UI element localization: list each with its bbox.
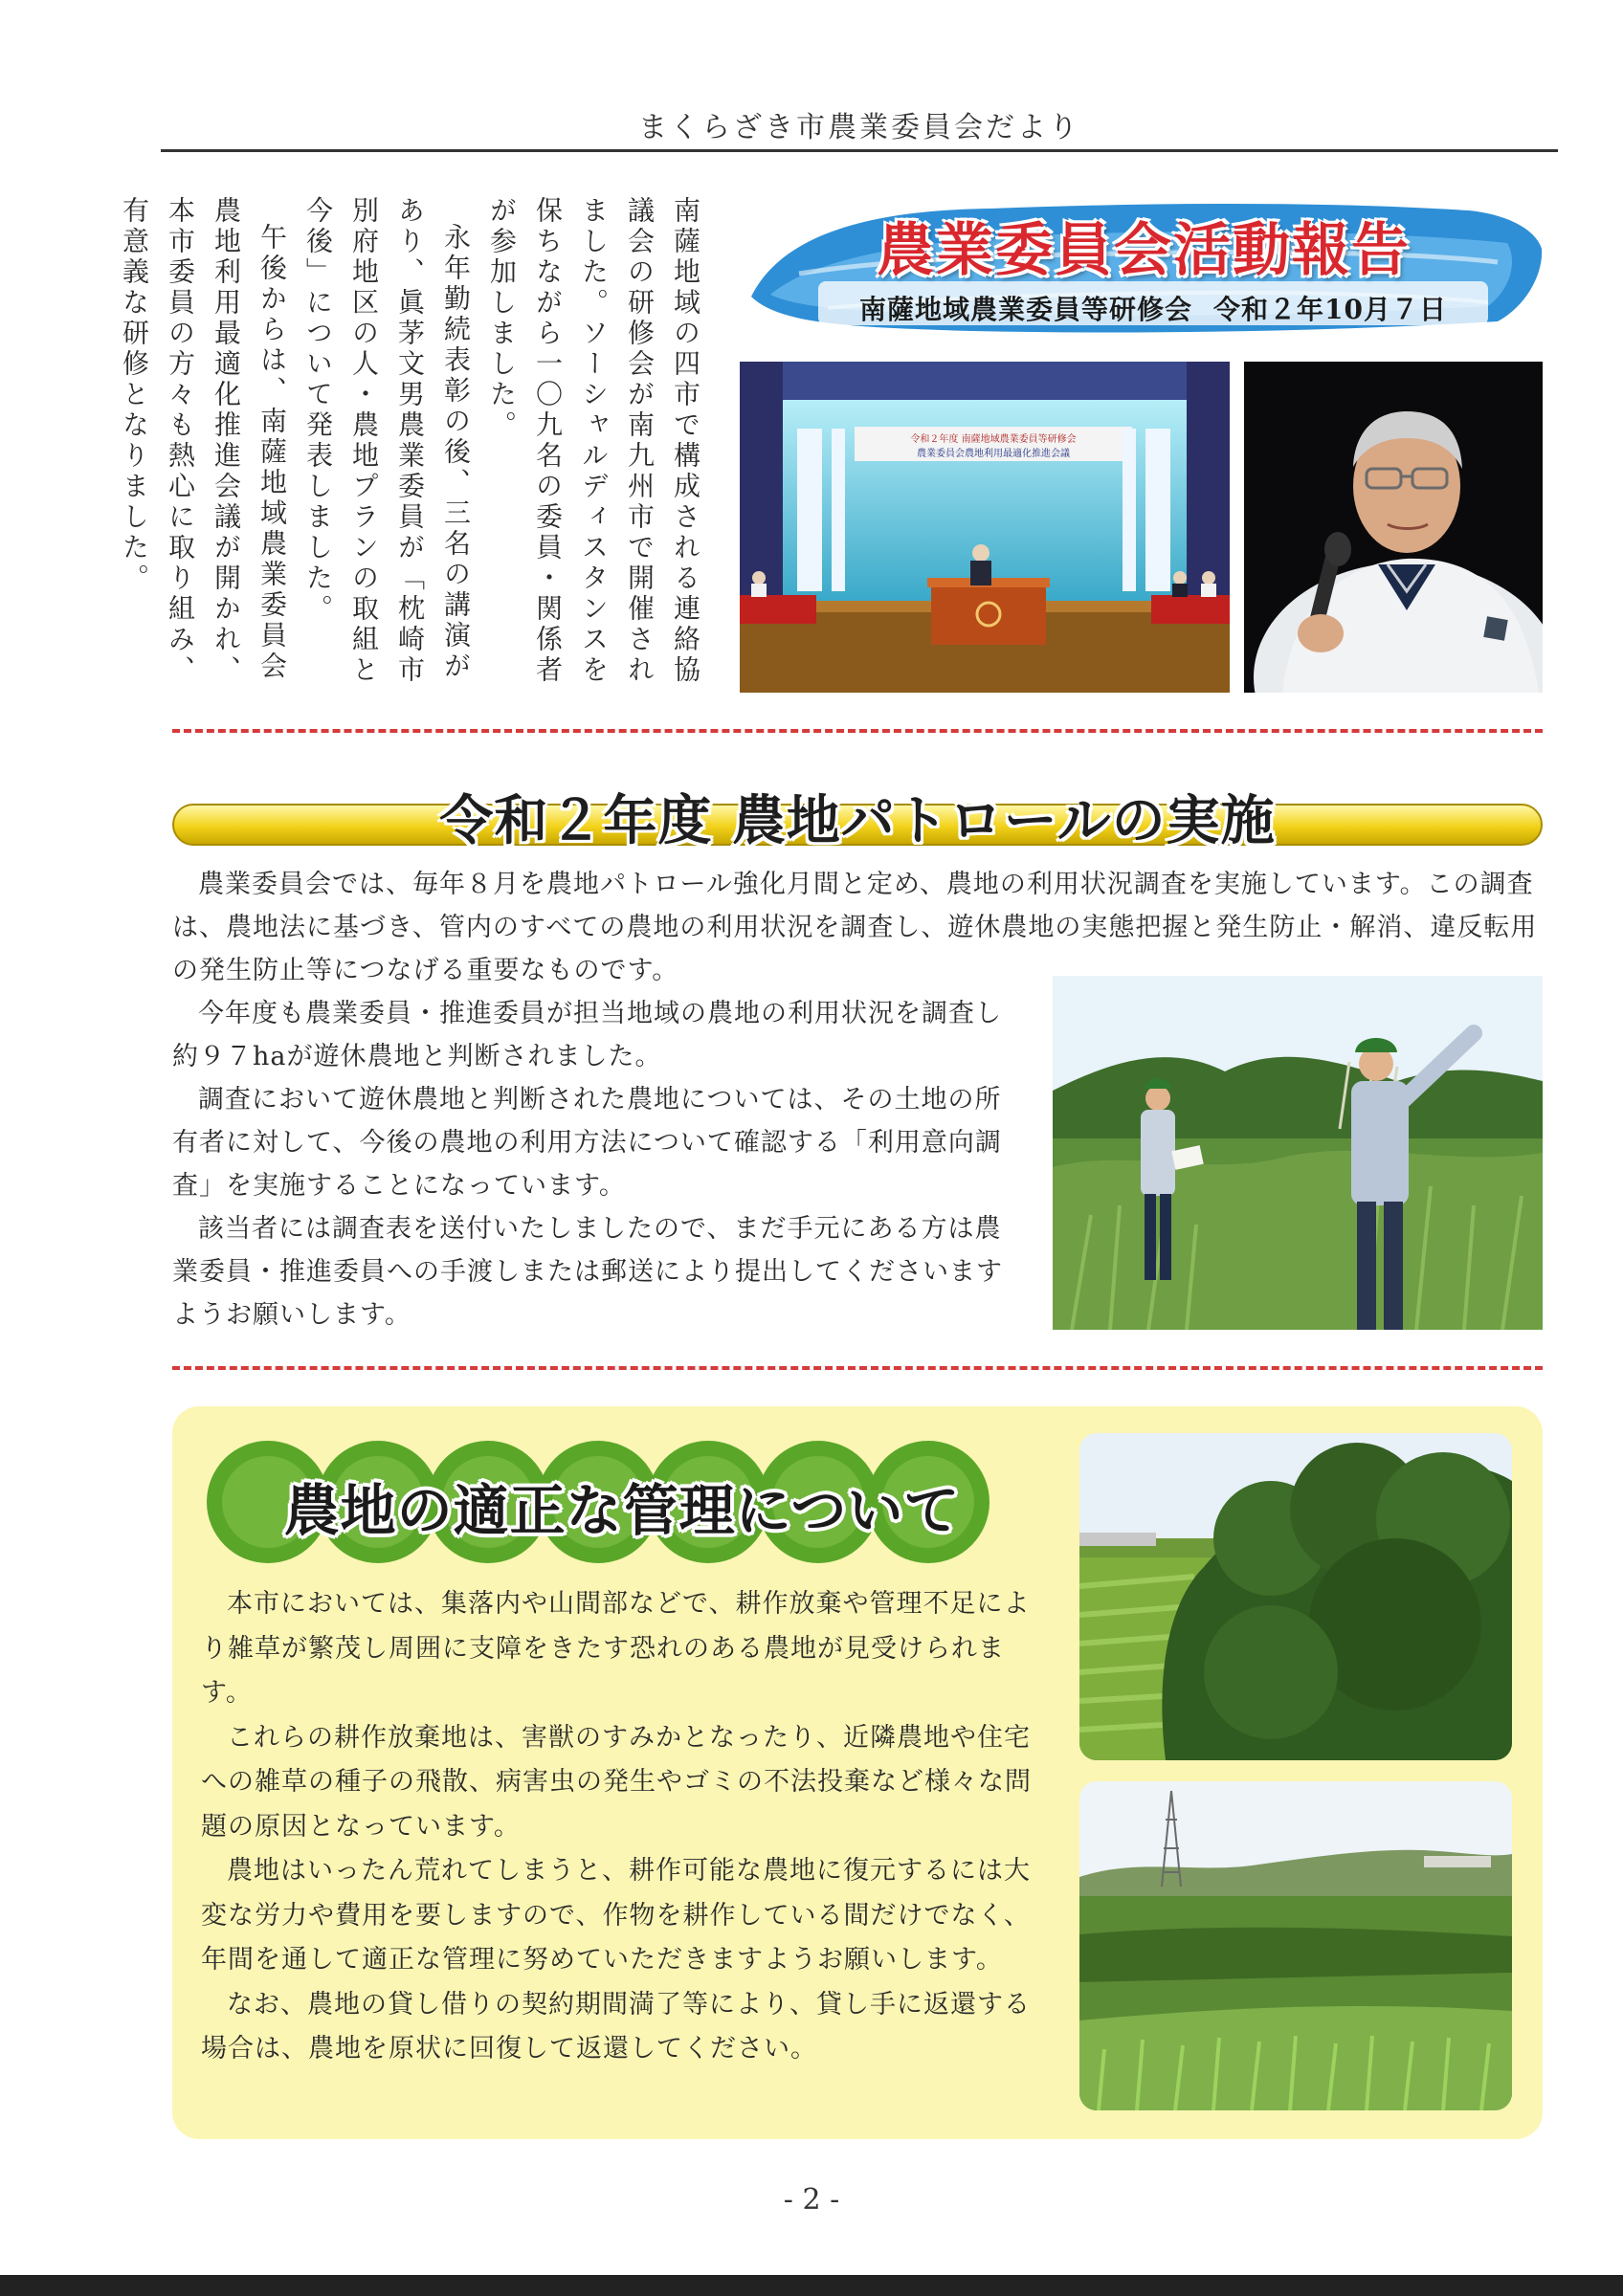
land-management-text [201, 1582, 1053, 2072]
land-management-paragraph: これらの耕作放棄地は、害獣のすみかとなったり、近隣農地や住宅への雑草の種子の飛散、病害虫の発生やゴミの不法投棄など様々な問題の原因となっています。 [201, 1722, 1032, 1842]
activity-paragraph: 永年勤続表彰の後、三名の講演があり、眞茅文男農業委員が「枕崎市別府地区の人・農地プランの取組と今後」について発表しました。 [302, 196, 472, 686]
speaker-photo [1244, 362, 1543, 693]
section-divider [172, 1366, 1543, 1370]
activity-paragraph: 南薩地域の四市で構成される連絡協議会の研修会が南九州市で開催されました。ソーシャルディスタンスを保ちながら一〇九名の委員・関係者が参加しました。 [486, 196, 701, 686]
land-management-paragraph: 農地はいったん荒れてしまうと、耕作可能な農地に復元するには大変な労力や費用を要しますので、作物を耕作している間だけでなく、年間を通して適正な管理に努めていただきますようお願いします。 [201, 1856, 1031, 1975]
patrol-title: 令和２年度 農地パトロールの実施 [439, 790, 1276, 852]
patrol-paragraph: 該当者には調査表を送付いたしましたので、まだ手元にある方は農業委員・推進委員への手渡しまたは郵送により提出してくださいますようお願いします。 [172, 1214, 1003, 1330]
scan-edge-bar [0, 2275, 1623, 2296]
section-divider [172, 729, 1543, 733]
land-management-paragraph: 本市においては、集落内や山間部などで、耕作放棄や管理不足により雑草が繁茂し周囲に支障をきたす恐れのある農地が見受けられます。 [201, 1589, 1031, 1708]
training-date: 令和２年10月７日 [1213, 294, 1447, 325]
managed-field-photo [1079, 1781, 1512, 2110]
land-management-title: 農地の適正な管理について [283, 1478, 961, 1543]
activity-report-text [119, 196, 708, 694]
activity-paragraph: 午後からは、南薩地域農業委員会農地利用最適化推進会議が開かれ、本市委員の方々も熱心に取り組み、有意義な研修となりました。 [119, 196, 288, 686]
patrol-banner [172, 783, 1543, 850]
land-management-banner [201, 1433, 1043, 1567]
patrol-paragraph: 農業委員会では、毎年８月を農地パトロール強化月間と定め、農地の利用状況調査を実施しています。この調査は、農地法に基づき、管内のすべての農地の利用状況を調査し、遊休農地の実態把握と発生防止・解消、違反転用の発生防止等につなげる重要なものです。 [172, 870, 1538, 985]
training-stage-photo [740, 362, 1230, 693]
land-management-paragraph: なお、農地の貸し借りの契約期間満了等により、貸し手に返還する場合は、農地を原状に回復して返還してください。 [201, 1989, 1031, 2064]
stage-sign-line1: 令和２年度 南薩地域農業委員等研修会 [910, 434, 1077, 445]
activity-report-title: 農業委員会活動報告 [877, 217, 1411, 284]
training-name: 南薩地域農業委員等研修会 [859, 294, 1193, 325]
newsletter-title: まくらざき市農業委員会だより [638, 111, 1080, 144]
stage-sign-line2: 農業委員会農地利用最適化推進会議 [917, 449, 1070, 459]
overgrown-farmland-photo [1079, 1433, 1512, 1760]
patrol-paragraph: 調査において遊休農地と判断された農地については、その土地の所有者に対して、今後の農地の利用方法について確認する「利用意向調査」を実施することになっています。 [172, 1085, 1002, 1201]
patrol-photo [1053, 976, 1543, 1330]
patrol-paragraph: 今年度も農業委員・推進委員が担当地域の農地の利用状況を調査し約９７haが遊休農地と判断されました。 [172, 999, 1002, 1071]
activity-report-subtitle [818, 289, 1488, 327]
activity-report-banner [742, 182, 1545, 344]
page-number: - 2 - [783, 2183, 840, 2217]
header-rule [161, 149, 1558, 152]
